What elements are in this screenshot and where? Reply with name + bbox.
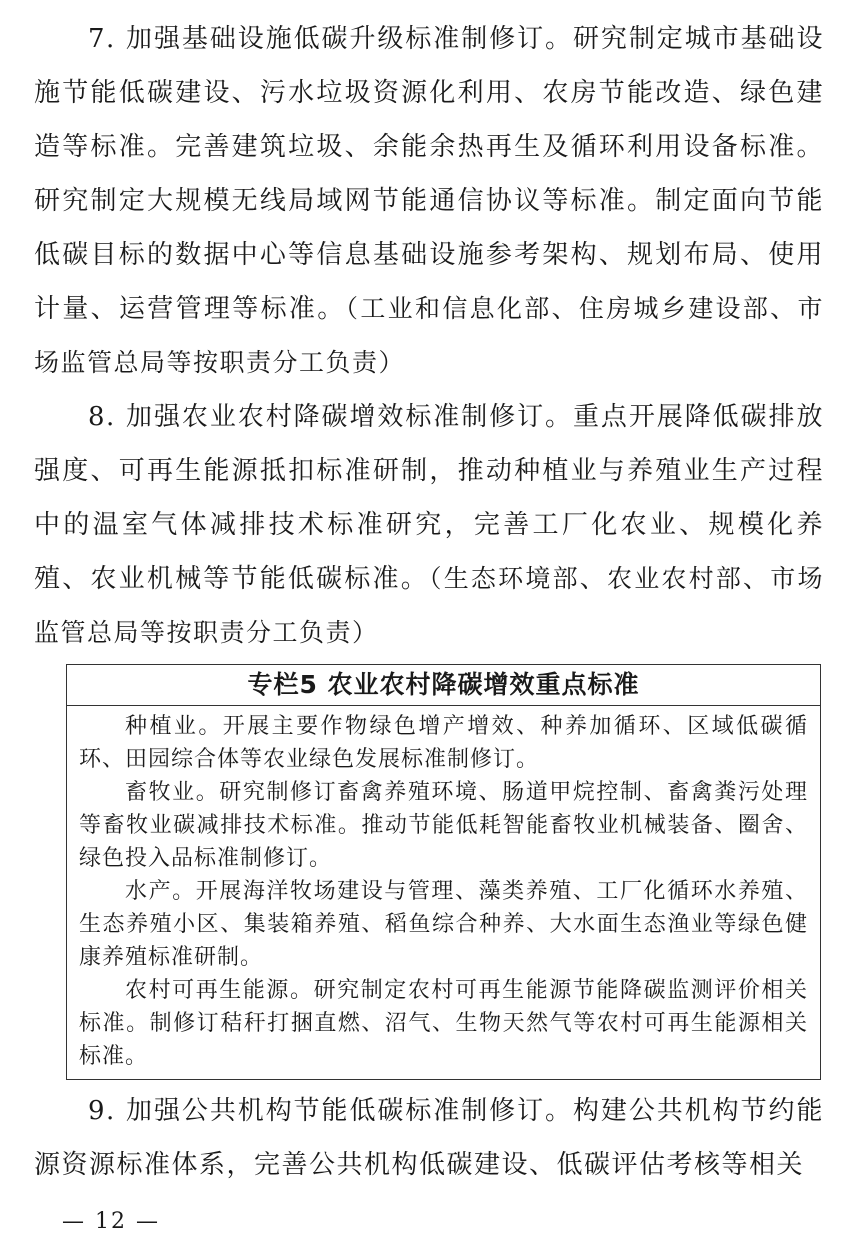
paragraph-8-note: （生态环境部、农业农村部、市场监管总局等按职责分工负责） (34, 564, 824, 647)
paragraph-7-lead: 7. 加强基础设施低碳升级标准制修订。 (88, 24, 573, 54)
box-item-livestock (79, 776, 808, 875)
paragraph-8-lead: 8. 加强农业农村降碳增效标准制修订。 (88, 402, 573, 432)
column-box-title: 专栏5 农业农村降碳增效重点标准 (67, 665, 820, 706)
paragraph-9-lead: 9. 加强公共机构节能低碳标准制修订。 (88, 1096, 573, 1126)
box-item-aquatic (79, 875, 808, 974)
paragraph-7-note: （工业和信息化部、住房城乡建设部、市场监管总局等按职责分工负责） (34, 294, 824, 377)
column-box-body (67, 706, 820, 1079)
box-item-text: 开展海洋牧场建设与管理、藻类养殖、工厂化循环水养殖、生态养殖小区、集装箱养殖、稻鱼综合种养、大水面生态渔业等绿色健康养殖标准研制。 (79, 879, 808, 970)
box-item-planting (79, 710, 808, 776)
paragraph-7-text: 研究制定城市基础设施节能低碳建设、污水垃圾资源化利用、农房节能改造、绿色建造等标准。完善建筑垃圾、余能余热再生及循环利用设备标准。研究制定大规模无线局域网节能通信协议等标准。制定面向节能低碳目标的数据中心等信息基础设施参考架构、规划布局、使用计量、运营管理等标准。 (34, 24, 824, 324)
paragraph-8-text: 重点开展降低碳排放强度、可再生能源抵扣标准研制，推动种植业与养殖业生产过程中的温室气体减排技术标准研究，完善工厂化农业、规模化养殖、农业机械等节能低碳标准。 (34, 402, 824, 594)
box-item-label: 种植业。 (125, 714, 223, 739)
box-item-text: 开展主要作物绿色增产增效、种养加循环、区域低碳循环、田园综合体等农业绿色发展标准制修订。 (79, 714, 808, 772)
box-item-label: 水产。 (125, 879, 196, 904)
paragraph-9 (34, 1084, 824, 1192)
box-item-label: 农村可再生能源。 (125, 978, 314, 1003)
box-item-text: 研究制修订畜禽养殖环境、肠道甲烷控制、畜禽粪污处理等畜牧业碳减排技术标准。推动节能低耗智能畜牧业机械装备、圈舍、绿色投入品标准制修订。 (79, 780, 808, 871)
paragraph-8 (34, 390, 824, 660)
paragraph-9-text: 构建公共机构节约能源资源标准体系，完善公共机构低碳建设、低碳评估考核等相关 (34, 1096, 824, 1180)
box-item-text: 研究制定农村可再生能源节能降碳监测评价相关标准。制修订秸秆打捆直燃、沼气、生物天然气等农村可再生能源相关标准。 (79, 978, 808, 1069)
column-box (66, 664, 821, 1080)
paragraph-7 (34, 12, 824, 390)
page-number: — 12 — (62, 1209, 160, 1234)
box-item-renewable (79, 974, 808, 1073)
document-page (34, 12, 824, 1192)
box-item-label: 畜牧业。 (125, 780, 220, 805)
